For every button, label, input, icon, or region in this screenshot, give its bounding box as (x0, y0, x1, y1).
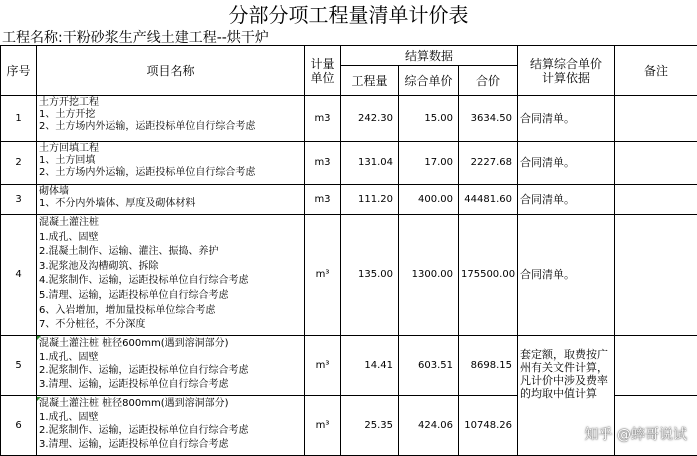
row-basis: 合同清单。 (518, 215, 615, 336)
header-settlement-data: 结算数据 (341, 46, 518, 66)
row-quantity: 242.30 (341, 96, 399, 142)
page-title: 分部分项工程量清单计价表 (228, 3, 469, 27)
header-quantity: 工程量 (341, 66, 399, 96)
name-line: 7、不分桩径，不分深度 (39, 319, 146, 331)
row-seq: 3 (1, 185, 37, 215)
header-basis: 结算综合单价 计算依据 (518, 46, 615, 96)
row-quantity: 14.41 (341, 336, 399, 396)
row-seq: 2 (1, 142, 37, 185)
row-unit-price: 424.06 (399, 396, 459, 456)
name-line: 3.泥浆池及沟槽砌筑、拆除 (39, 260, 159, 272)
row-item-name (37, 215, 305, 336)
table-row (1, 142, 697, 185)
table-row (1, 185, 697, 215)
header-item-name: 项目名称 (37, 46, 305, 96)
row-unit-price: 17.00 (399, 142, 459, 185)
table-row (1, 215, 697, 336)
table-row (1, 336, 697, 396)
row-total: 44481.60 (459, 185, 518, 215)
name-line: 2.泥浆制作、运输，运距投标单位自行综合考虑 (39, 365, 249, 376)
row-unit: m3 (305, 185, 341, 215)
name-line: 2.泥浆制作、运输，运距投标单位自行综合考虑 (39, 425, 249, 436)
row-remarks (615, 215, 697, 336)
bill-of-quantities-table (0, 45, 697, 456)
name-line: 3.清理、运输，运距投标单位自行综合考虑 (39, 438, 229, 450)
row-seq: 6 (1, 396, 37, 456)
row-unit: m3 (305, 96, 341, 142)
header-total: 合价 (459, 66, 518, 96)
row-seq: 4 (1, 215, 37, 336)
name-line: 1.成孔、固壁 (39, 231, 99, 243)
row-quantity: 135.00 (341, 215, 399, 336)
header-unit: 计量 单位 (305, 46, 341, 96)
row-total: 8698.15 (459, 336, 518, 396)
name-line: 1、不分内外墙体、厚度及砌体材料 (39, 198, 196, 209)
name-line: 砌体墙 (39, 186, 69, 197)
row-unit-price: 15.00 (399, 96, 459, 142)
row-total: 3634.50 (459, 96, 518, 142)
header-seq: 序号 (1, 46, 37, 96)
row-unit-price: 400.00 (399, 185, 459, 215)
table-row (1, 96, 697, 142)
row-basis: 合同清单。 (518, 142, 615, 185)
row-total: 10748.26 (459, 396, 518, 456)
row-seq: 1 (1, 96, 37, 142)
row-basis-shared: 套定额，取费按广州有关文件计算，凡计价中涉及费率的均取中值计算 (518, 336, 615, 456)
name-line: 6、入岩增加，增加量投标单位综合考虑 (39, 304, 216, 316)
row-unit: m³ (305, 215, 341, 336)
row-quantity: 111.20 (341, 185, 399, 215)
row-remarks (615, 336, 697, 396)
name-line: 5.清理、运输，运距投标单位自行综合考虑 (39, 289, 229, 301)
row-item-name (37, 185, 305, 215)
row-item-name (37, 336, 305, 396)
row-quantity: 131.04 (341, 142, 399, 185)
row-basis: 合同清单。 (518, 96, 615, 142)
name-line: 2、土方场内外运输，运距投标单位自行综合考虑 (39, 121, 256, 132)
row-remarks (615, 142, 697, 185)
row-unit-price: 1300.00 (399, 215, 459, 336)
row-unit-price: 603.51 (399, 336, 459, 396)
name-line: 1.成孔、固壁 (39, 411, 99, 423)
name-line: 3.清理、运输，运距投标单位自行综合考虑 (39, 378, 229, 390)
row-item-name (37, 396, 305, 456)
name-line: 土方回填工程 (39, 143, 99, 154)
row-basis: 合同清单。 (518, 185, 615, 215)
row-remarks (615, 185, 697, 215)
row-item-name (37, 142, 305, 185)
cell-comment-marker (37, 336, 41, 340)
name-line: 2、土方场内外运输，运距投标单位自行综合考虑 (39, 167, 256, 178)
row-unit: m3 (305, 142, 341, 185)
cell-comment-marker (37, 397, 41, 401)
name-line: 1、土方回填 (39, 155, 96, 166)
watermark: 知乎 @蟀哥说试 (584, 427, 687, 443)
name-line: 混凝土灌注桩 桩径800mm(遇到溶洞部分) (39, 398, 229, 409)
name-line: 2.混凝土制作、运输、灌注、振捣、养护 (39, 246, 219, 258)
name-line: 混凝土灌注桩 (39, 217, 99, 228)
row-total: 2227.68 (459, 142, 518, 185)
name-line: 4.泥浆制作、运输，运距投标单位自行综合考虑 (39, 275, 249, 287)
header-unit-price: 综合单价 (399, 66, 459, 96)
row-item-name (37, 96, 305, 142)
name-line: 混凝土灌注桩 桩径600mm(遇到溶洞部分) (39, 338, 229, 349)
row-total: 175500.00 (459, 215, 518, 336)
row-quantity: 25.35 (341, 396, 399, 456)
row-unit: m³ (305, 336, 341, 396)
name-line: 1、土方开挖 (39, 109, 96, 120)
name-line: 土方开挖工程 (39, 97, 99, 108)
row-unit: m³ (305, 396, 341, 456)
row-remarks (615, 96, 697, 142)
row-seq: 5 (1, 336, 37, 396)
name-line: 1.成孔、固壁 (39, 351, 99, 363)
header-remarks: 备注 (615, 46, 697, 96)
project-name: 工程名称:干粉砂浆生产线土建工程--烘干炉 (2, 30, 269, 46)
